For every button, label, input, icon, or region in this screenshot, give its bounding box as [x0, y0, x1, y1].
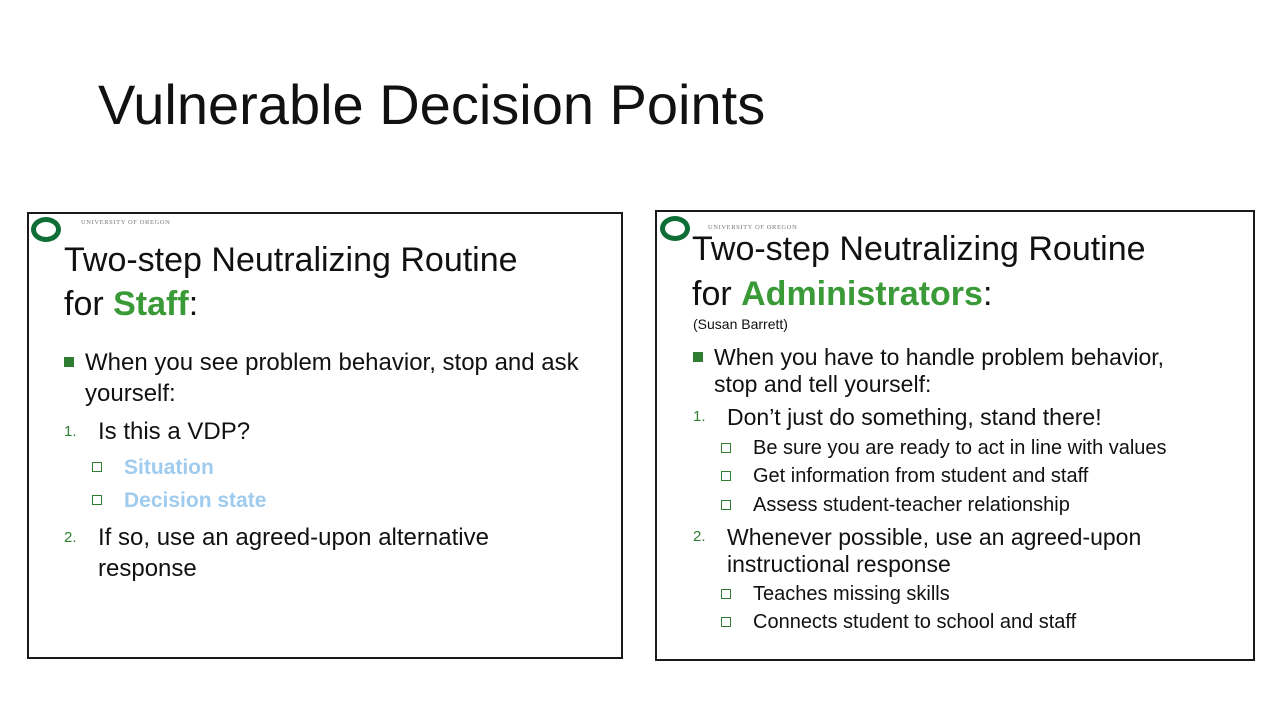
heading-colon: :: [982, 274, 993, 313]
logo-text: UNIVERSITY OF OREGON: [708, 224, 798, 231]
sub-item-text: Be sure you are ready to act in line with values: [753, 437, 1167, 459]
main-bullet: [64, 348, 584, 409]
item-text: If so, use an agreed-upon alternative response: [98, 524, 489, 583]
item-number: 2.: [64, 529, 77, 546]
bullet-text: When you have to handle problem behavior, stop and tell yourself:: [714, 344, 1165, 397]
checkbox-bullet-icon: [721, 471, 731, 481]
uo-o-icon: [660, 216, 690, 241]
heading-line1: Two-step Neutralizing Routine: [64, 241, 518, 279]
heading-colon: :: [188, 284, 199, 323]
item-text: Don’t just do something, stand there!: [727, 404, 1102, 430]
slide-title: Vulnerable Decision Points: [98, 73, 766, 136]
item-text: Is this a VDP?: [98, 418, 251, 445]
checkbox-bullet-icon: [92, 462, 102, 472]
uo-o-icon: [31, 217, 61, 242]
logo-text: UNIVERSITY OF OREGON: [81, 219, 171, 226]
checkbox-bullet-icon: [92, 495, 102, 505]
sub-item: [721, 611, 1076, 634]
sub-item: [721, 583, 950, 606]
heading-accent: Staff: [113, 284, 189, 323]
administrator-routine-panel: [655, 210, 1255, 661]
sub-item-text: Teaches missing skills: [753, 583, 950, 605]
checkbox-bullet-icon: [721, 443, 731, 453]
heading-for: for: [64, 284, 114, 323]
checkbox-bullet-icon: [721, 589, 731, 599]
numbered-item: [64, 522, 564, 584]
sub-item: [92, 489, 266, 513]
square-bullet-icon: [693, 352, 703, 362]
author-credit: (Susan Barrett): [693, 316, 788, 332]
sub-item: [92, 456, 214, 480]
main-bullet: [693, 344, 1213, 398]
numbered-item: [693, 404, 1213, 431]
sub-item-text: Get information from student and staff: [753, 465, 1089, 487]
checkbox-bullet-icon: [721, 500, 731, 510]
sub-item-text: Assess student-teacher relationship: [753, 494, 1070, 516]
item-number: 1.: [64, 423, 77, 440]
square-bullet-icon: [64, 357, 74, 367]
heading-for: for: [692, 274, 742, 313]
sub-item: [721, 437, 1167, 460]
sub-item: [721, 494, 1070, 517]
bullet-text: When you see problem behavior, stop and ask yourself:: [85, 349, 579, 407]
sub-item-text: Situation: [124, 456, 214, 479]
heading-accent: Administrators: [741, 274, 983, 313]
sub-item-text: Decision state: [124, 489, 267, 512]
item-number: 2.: [693, 528, 706, 545]
sub-item-text: Connects student to school and staff: [753, 611, 1077, 633]
item-text: Whenever possible, use an agreed-upon instructional response: [727, 524, 1142, 577]
heading-line1: Two-step Neutralizing Routine: [692, 230, 1146, 268]
item-number: 1.: [693, 408, 706, 425]
checkbox-bullet-icon: [721, 617, 731, 627]
sub-item: [721, 465, 1088, 488]
numbered-item: [64, 416, 564, 447]
panel-heading: [64, 239, 518, 326]
numbered-item: [693, 524, 1213, 578]
panel-heading: [692, 227, 1146, 317]
staff-routine-panel: [27, 212, 623, 659]
